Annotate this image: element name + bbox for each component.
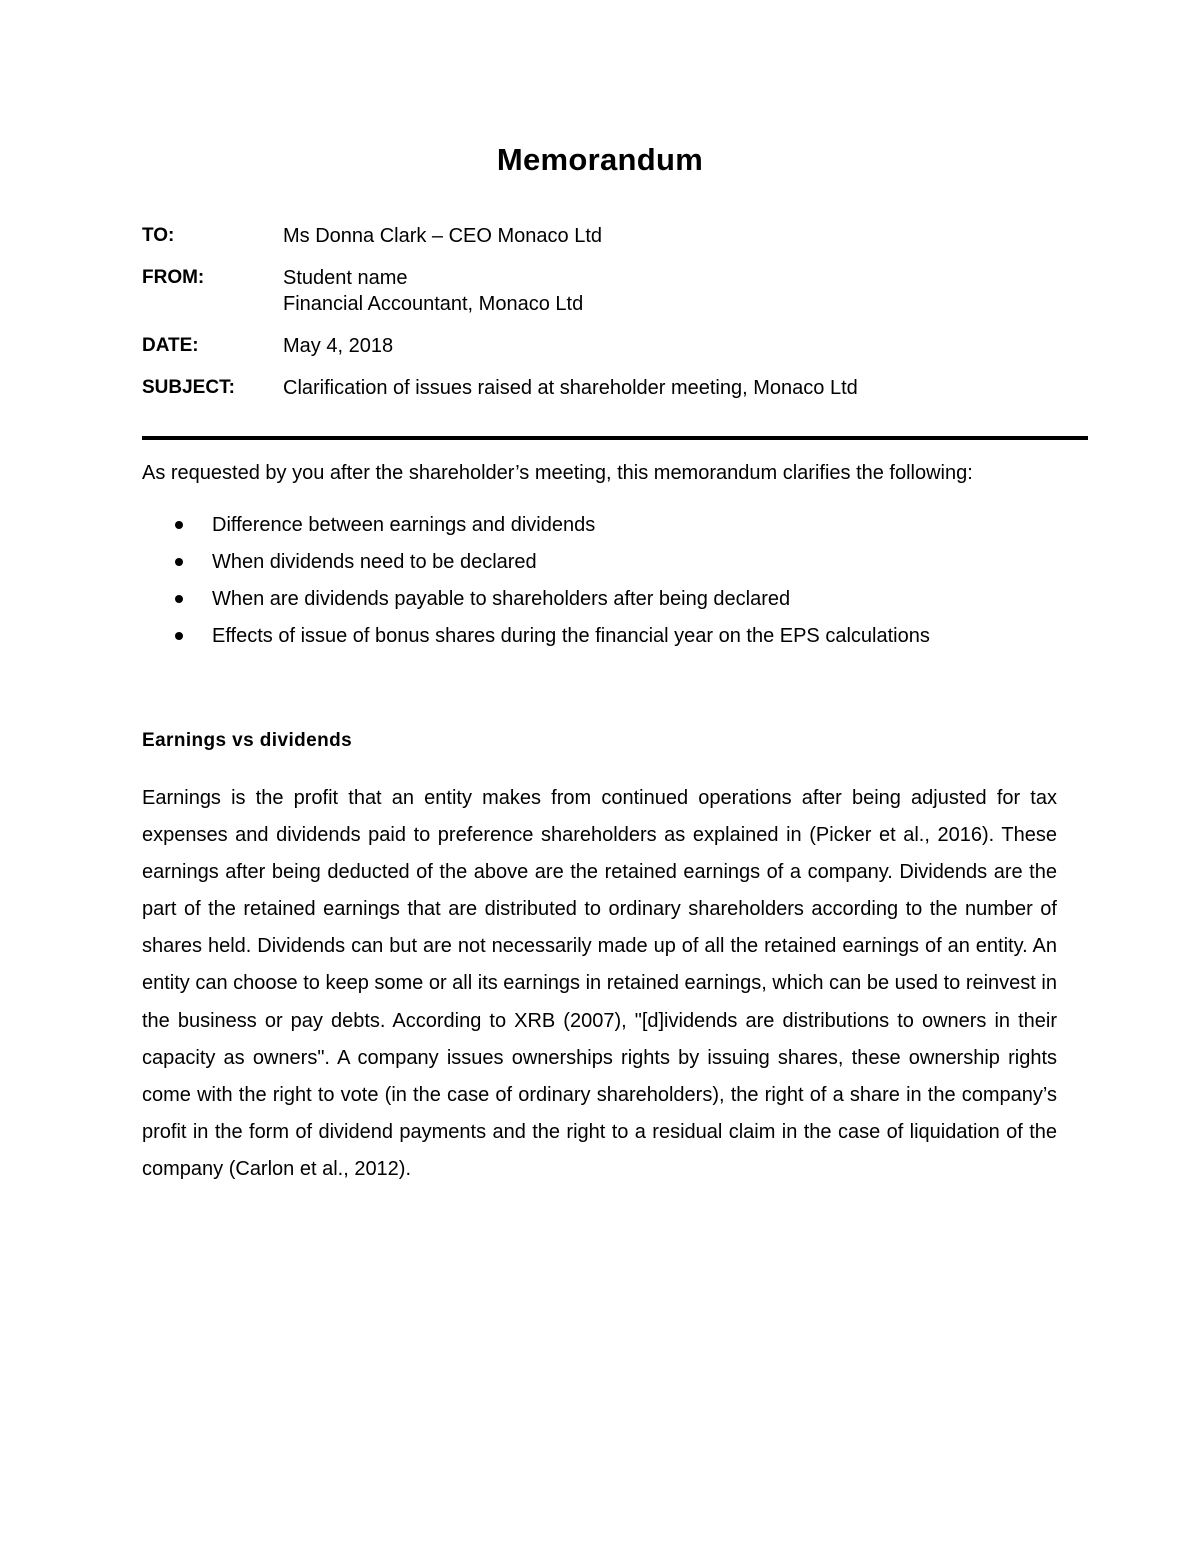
list-item xyxy=(142,623,1102,660)
intro-text: As requested by you after the shareholder’s meeting, this memorandum clarifies the following: xyxy=(142,462,973,484)
list-item-text: When dividends need to be declared xyxy=(212,551,537,573)
memo-title: Memorandum xyxy=(496,142,704,177)
header-to-text: Ms Donna Clark – CEO Monaco Ltd xyxy=(283,225,603,247)
bullet-icon xyxy=(175,595,183,603)
list-item-text: Effects of issue of bonus shares during the financial year on the EPS calculations xyxy=(212,625,930,647)
header-subject-value xyxy=(283,375,1083,401)
header-divider xyxy=(142,436,1088,440)
header-from-name: Student name xyxy=(283,267,408,289)
header-date-value xyxy=(283,333,1083,359)
list-item-text: When are dividends payable to shareholders after being declared xyxy=(212,588,791,610)
header-date-label: DATE: xyxy=(142,335,199,356)
topic-list xyxy=(142,512,1102,660)
header-from-label: FROM: xyxy=(142,267,205,288)
header-from-title: Financial Accountant, Monaco Ltd xyxy=(283,293,584,315)
list-item xyxy=(142,549,1102,586)
bullet-icon xyxy=(175,521,183,529)
header-subject-text: Clarification of issues raised at shareholder meeting, Monaco Ltd xyxy=(283,377,858,399)
list-item xyxy=(142,512,1102,549)
list-item xyxy=(142,586,1102,623)
list-item-text: Difference between earnings and dividends xyxy=(212,514,596,536)
bullet-icon xyxy=(175,632,183,640)
bullet-icon xyxy=(175,558,183,566)
header-date-text: May 4, 2018 xyxy=(283,335,394,357)
body-paragraph: Earnings is the profit that an entity makes from continued operations after being adjusted for tax expenses and dividends paid to preference shareholders as explained in (Picker et al., 2016). These earnings after being deducted of the above are the retained earnings of a company. Dividends are the part of the retained earnings that are distributed to ordinary shareholders according to the number of shares held. Dividends can but are not necessarily made up of all the retained earnings of an entity. An entity can choose to keep some or all its earnings in retained earnings, which can be used to reinvest in the business or pay debts. According to XRB (2007), "[d]ividends are distributions to owners in their capacity as owners". A company issues ownerships rights by issuing shares, these ownership rights come with the right to vote (in the case of ordinary shareholders), the right of a share in the company’s profit in the form of dividend payments and the right to a residual claim in the case of liquidation of the company (Carlon et al., 2012). xyxy=(142,787,1057,1180)
header-to-label: TO: xyxy=(142,225,175,246)
header-to-value xyxy=(283,223,1083,249)
header-subject-label: SUBJECT: xyxy=(142,377,235,398)
header-from-value xyxy=(283,265,1083,317)
section-heading: Earnings vs dividends xyxy=(142,730,353,751)
